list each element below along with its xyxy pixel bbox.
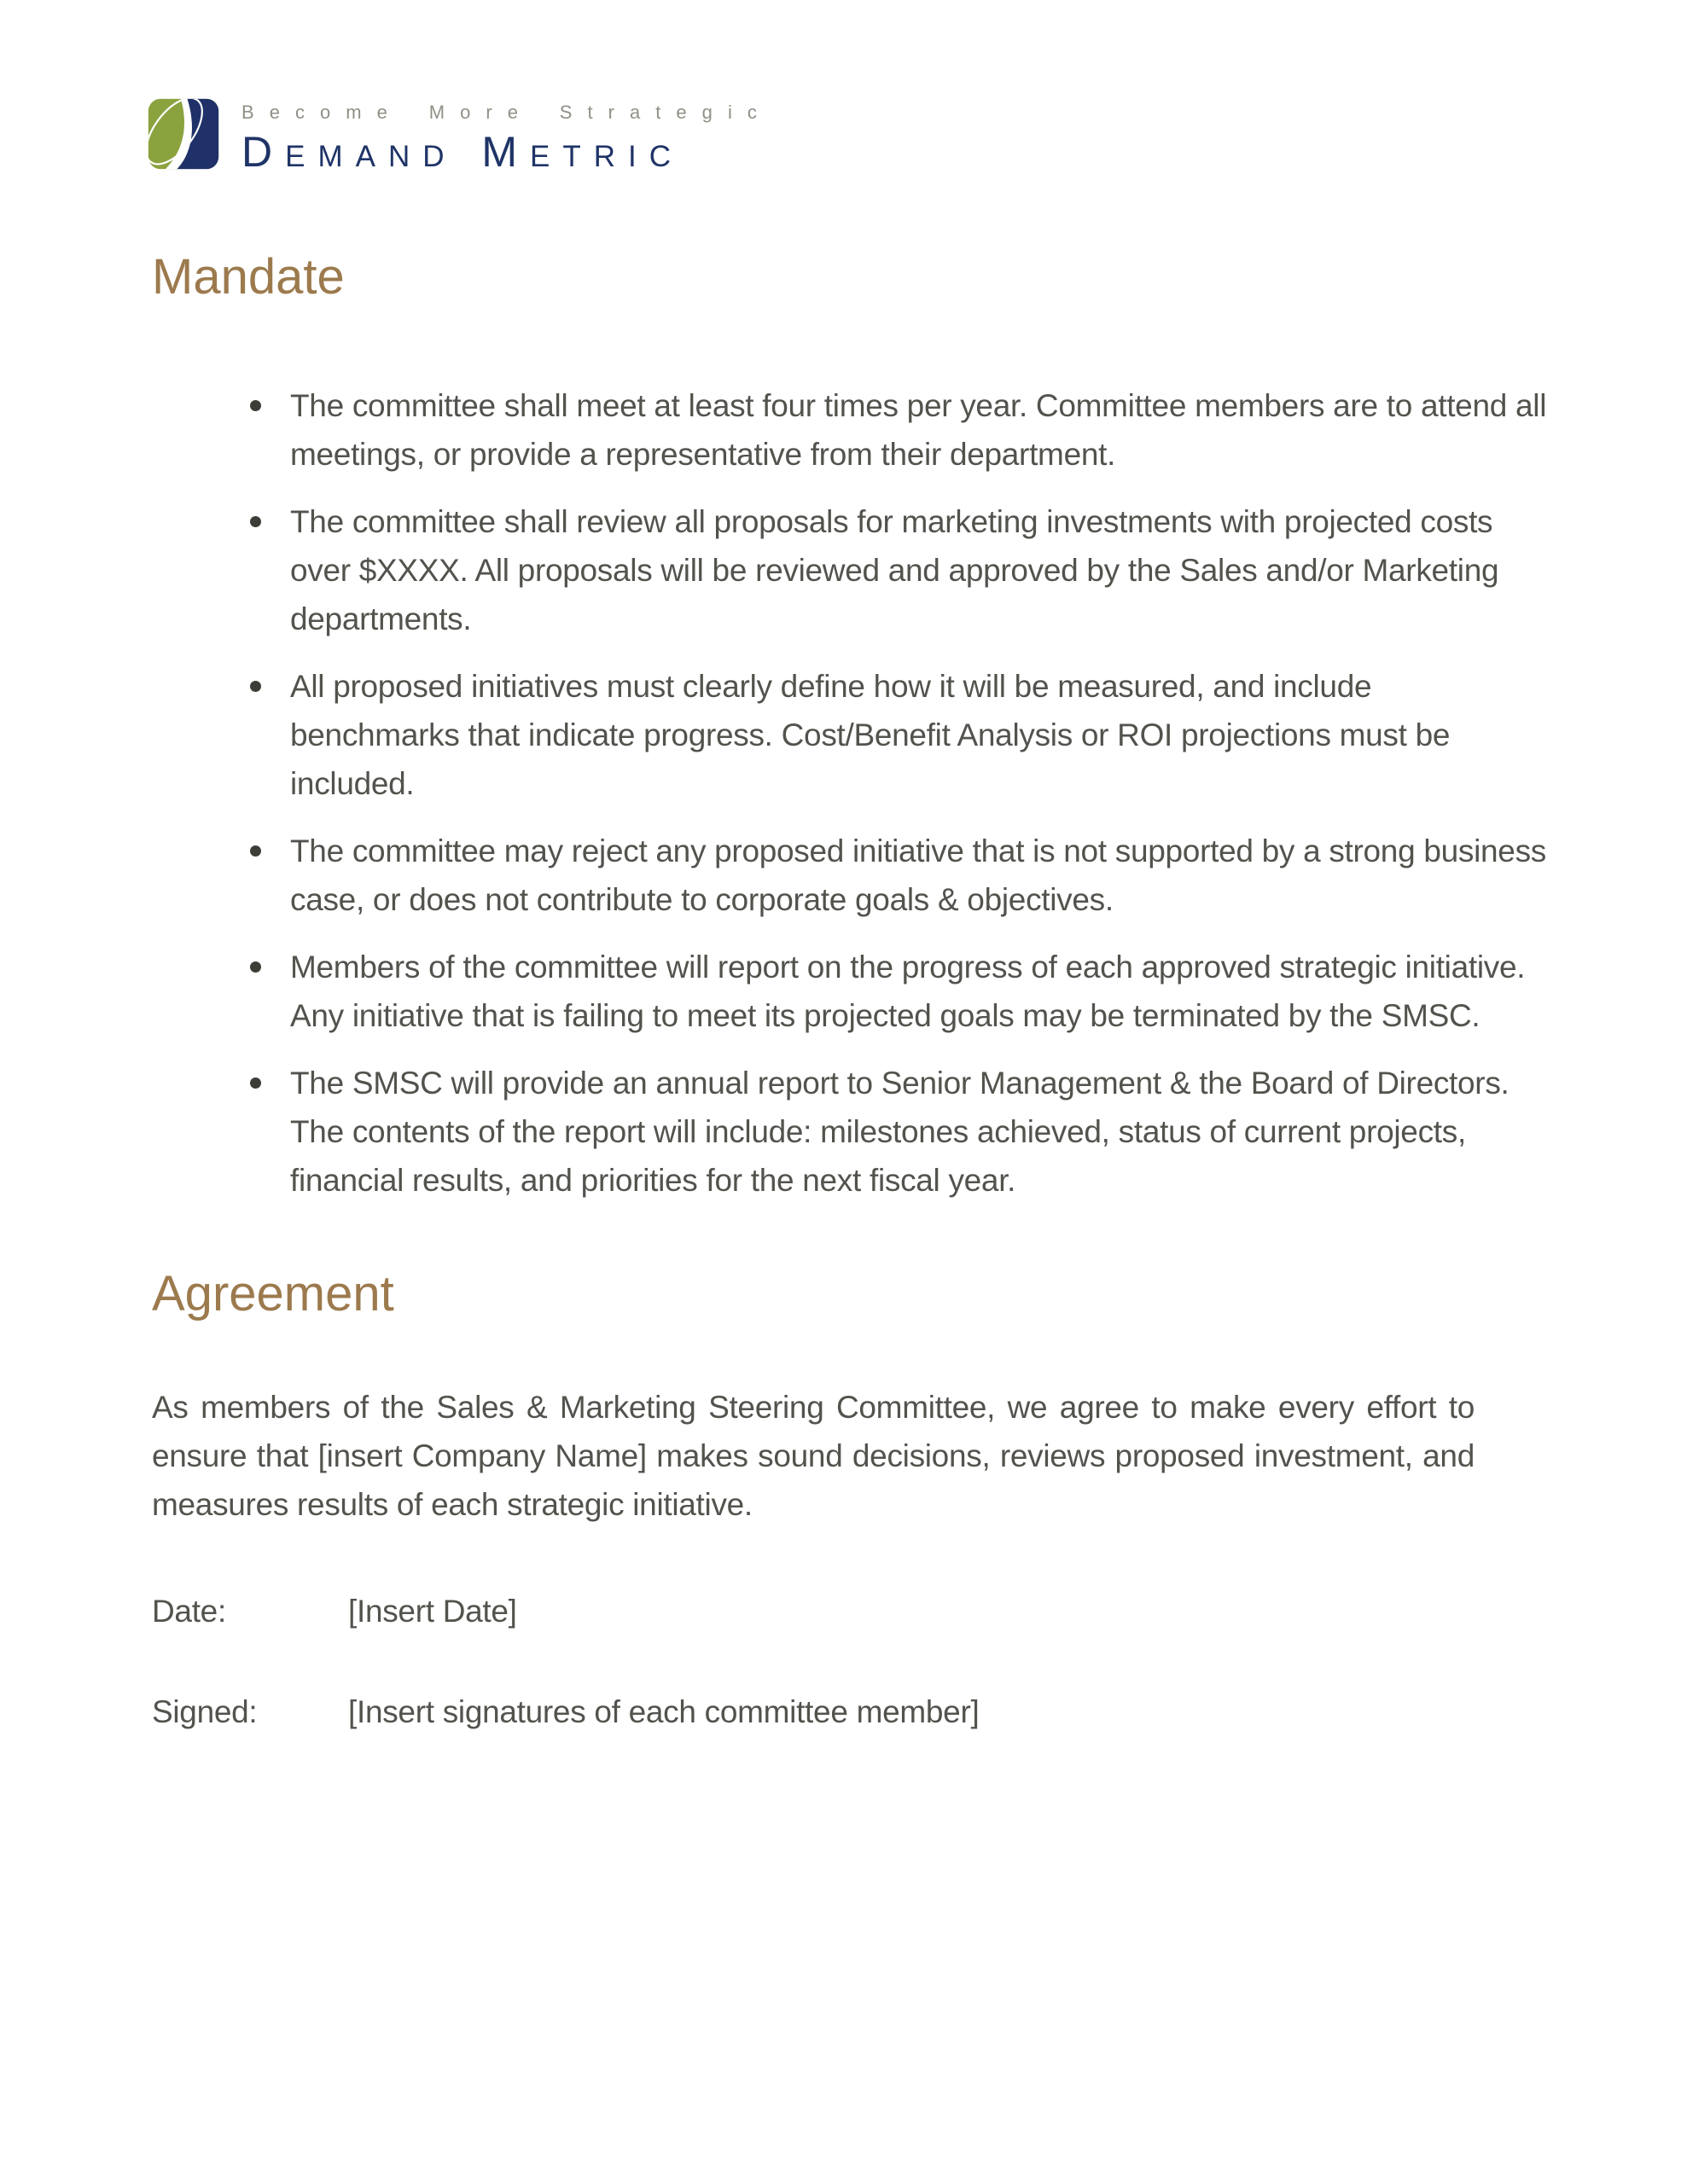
list-item xyxy=(152,662,1547,808)
list-item xyxy=(152,381,1547,479)
agreement-heading: Agreement xyxy=(152,1265,394,1321)
brand-logo xyxy=(147,98,1547,177)
mandate-heading: Mandate xyxy=(152,249,345,305)
list-item xyxy=(152,943,1547,1040)
date-row xyxy=(152,1587,1547,1635)
demand-metric-logo-icon xyxy=(147,98,220,170)
date-value: [Insert Date] xyxy=(348,1593,517,1629)
bullet-text: All proposed initiatives must clearly define how it will be measured, and include benchmarks that indicate progress. Cost/Benefit Analysis or ROI projections must be included. xyxy=(290,668,1451,801)
brand-tagline: Become More Strategic xyxy=(241,102,772,123)
list-item xyxy=(152,497,1547,643)
bullet-text: The SMSC will provide an annual report to Senior Management & the Board of Directors. The contents of the report will include: milestones achieved, status of current projects, financial results, and priorities for the next fiscal year. xyxy=(290,1065,1510,1198)
list-item xyxy=(152,827,1547,924)
bullet-icon xyxy=(250,400,261,411)
bullet-text: The committee may reject any proposed initiative that is not supported by a strong business case, or does not contribute to corporate goals & objectives. xyxy=(290,833,1546,917)
bullet-icon xyxy=(250,516,261,527)
signed-row xyxy=(152,1687,1547,1736)
mandate-list xyxy=(152,381,1547,1205)
bullet-icon xyxy=(250,1077,261,1089)
signed-value: [Insert signatures of each committee member] xyxy=(348,1693,980,1729)
signed-label: Signed: xyxy=(152,1693,258,1729)
bullet-icon xyxy=(250,681,261,692)
agreement-paragraph: As members of the Sales & Marketing Steering Committee, we agree to make every effort to ensure that [insert Company Name] makes sound decisions, reviews proposed investment, and measures results of each strategic initiative. xyxy=(152,1389,1475,1522)
bullet-icon xyxy=(250,845,261,857)
bullet-text: Members of the committee will report on the progress of each approved strategic initiative. Any initiative that is failing to meet its projected goals may be terminated by the SMSC. xyxy=(290,949,1526,1033)
list-item xyxy=(152,1059,1547,1205)
brand-wordmark: Demand Metric xyxy=(241,128,684,177)
date-label: Date: xyxy=(152,1593,226,1629)
brand-text-block xyxy=(241,98,772,177)
bullet-text: The committee shall review all proposals for marketing investments with projected costs over $XXXX. All proposals will be reviewed and approved by the Sales and/or Marketing departments. xyxy=(290,503,1499,636)
bullet-icon xyxy=(250,961,261,973)
bullet-text: The committee shall meet at least four times per year. Committee members are to attend all meetings, or provide a representative from their department. xyxy=(290,387,1547,472)
